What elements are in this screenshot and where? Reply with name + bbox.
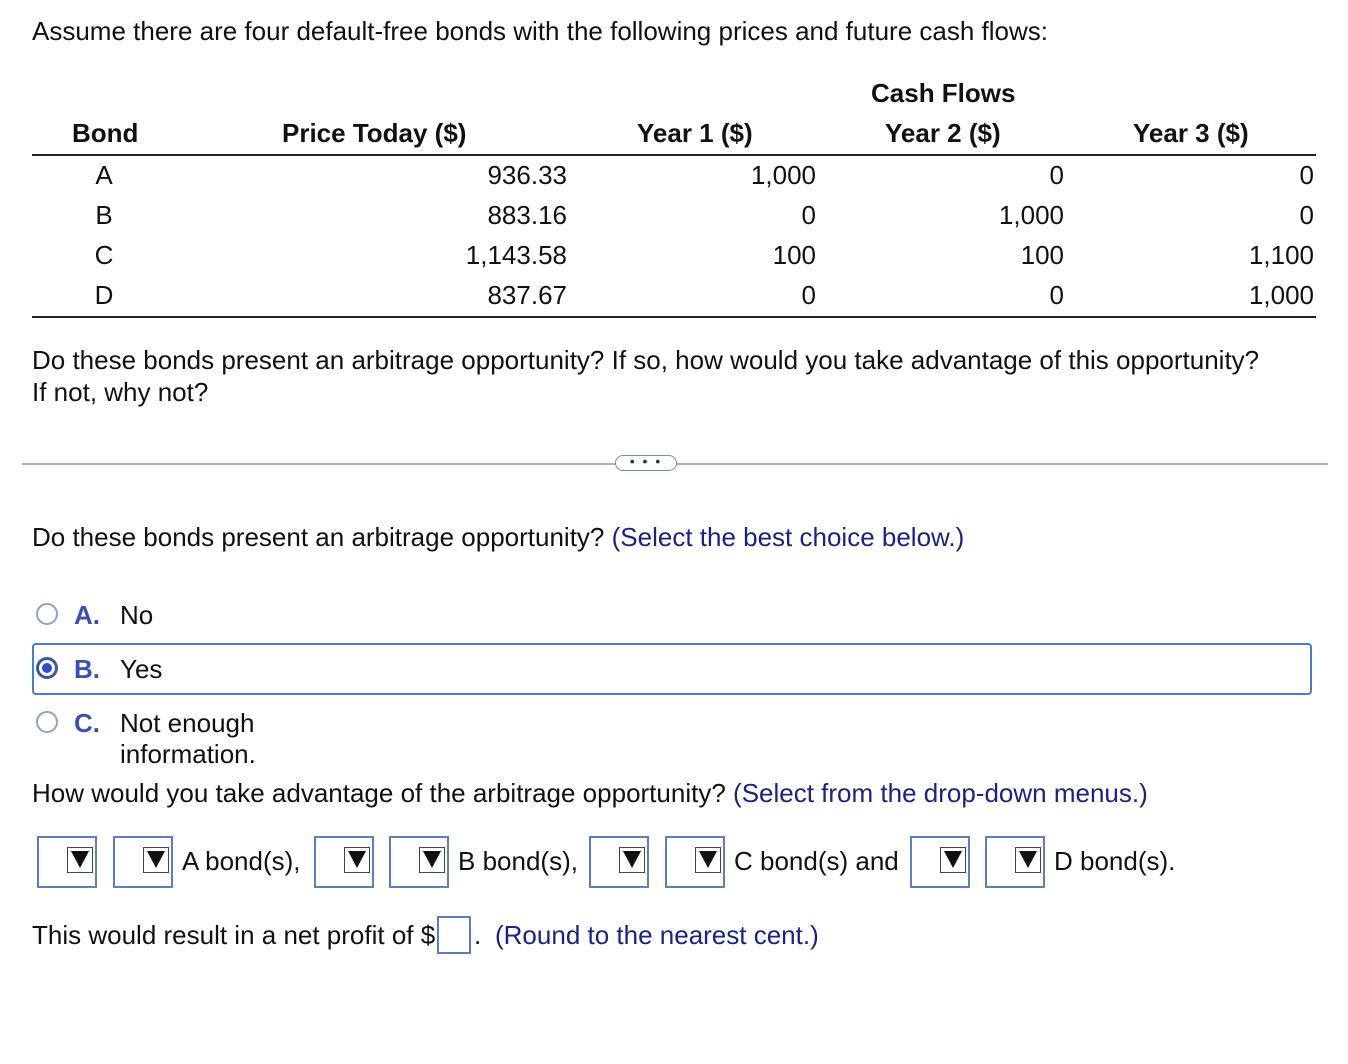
radio-icon[interactable] [36,603,58,625]
cell-year2: 100 [1020,240,1064,270]
part1-question-text: Do these bonds present an arbitrage opportunity? [32,522,605,552]
cell-year1: 0 [801,280,816,310]
part1-question [32,522,964,553]
expand-button[interactable]: • • • [615,455,677,471]
main-question-line2: If not, why not? [32,377,209,407]
dropdown-arrow-icon [944,851,962,868]
qty-a-dropdown[interactable] [113,836,173,888]
cell-bond: B [95,200,113,230]
table-bottom-rule [32,316,1316,318]
dropdown-arrow-icon [348,851,366,868]
action-d-dropdown[interactable] [910,836,970,888]
profit-label: This would result in a net profit of $ [32,920,436,950]
cell-year1: 1,000 [750,160,816,190]
dropdown-arrow-icon [699,851,717,868]
choice-text: Not enough information. [120,708,256,769]
qty-c-dropdown[interactable] [665,836,725,888]
selected-choice-highlight [32,643,1312,695]
header-price: Price Today ($) [282,118,467,148]
action-c-dropdown[interactable] [589,836,649,888]
action-b-dropdown[interactable] [314,836,374,888]
header-bond: Bond [72,118,139,148]
part2-hint: (Select from the drop-down menus.) [733,778,1148,808]
dropdown-arrow-icon [623,851,641,868]
cell-year3: 0 [1299,200,1314,230]
profit-dot: . [474,920,482,950]
label-b-bonds: B bond(s), [458,846,578,876]
profit-hint: (Round to the nearest cent.) [495,920,819,950]
dropdown-arrow-icon [147,851,165,868]
qty-b-dropdown[interactable] [389,836,449,888]
qty-d-dropdown[interactable] [985,836,1045,888]
part1-hint: (Select the best choice below.) [611,522,965,552]
cell-year1: 100 [772,240,816,270]
header-year2: Year 2 ($) [885,118,1001,148]
part2-question-text: How would you take advantage of the arbitrage opportunity? [32,778,726,808]
label-d-bonds: D bond(s). [1054,846,1176,876]
choice-text: Yes [120,654,163,684]
cell-year3: 1,000 [1248,280,1314,310]
cell-year2: 1,000 [998,200,1064,230]
label-c-bonds: C bond(s) and [734,846,899,876]
cell-year3: 0 [1299,160,1314,190]
dropdown-arrow-icon [1019,851,1037,868]
radio-icon[interactable] [36,711,58,733]
header-year3: Year 3 ($) [1133,118,1249,148]
label-a-bonds: A bond(s), [182,846,301,876]
dropdown-arrow-icon [423,851,441,868]
table-header-rule [32,154,1316,156]
cell-bond: A [95,160,113,190]
cell-price: 1,143.58 [465,240,567,270]
dropdown-arrow-icon [71,851,89,868]
header-year1: Year 1 ($) [637,118,753,148]
cell-price: 936.33 [487,160,567,190]
cell-year1: 0 [801,200,816,230]
main-question [32,344,1259,408]
cell-price: 837.67 [487,280,567,310]
cell-year2: 0 [1049,160,1064,190]
choice-letter: C. [74,708,100,738]
main-question-line1: Do these bonds present an arbitrage opportunity? If so, how would you take advantage of this opportunity? [32,345,1260,375]
choice-text: No [120,600,154,630]
cell-year2: 0 [1049,280,1064,310]
action-a-dropdown[interactable] [37,836,97,888]
intro-text: Assume there are four default-free bonds with the following prices and future cash flows: [32,16,1048,46]
cell-price: 883.16 [487,200,567,230]
part2-question [32,778,1148,809]
radio-selected-icon[interactable] [36,657,58,679]
cash-flows-header: Cash Flows [871,78,1016,108]
cell-bond: D [94,280,114,310]
cell-bond: C [94,240,114,270]
choice-letter: B. [74,654,100,684]
profit-input[interactable] [437,916,471,954]
choice-letter: A. [74,600,100,630]
cell-year3: 1,100 [1248,240,1314,270]
